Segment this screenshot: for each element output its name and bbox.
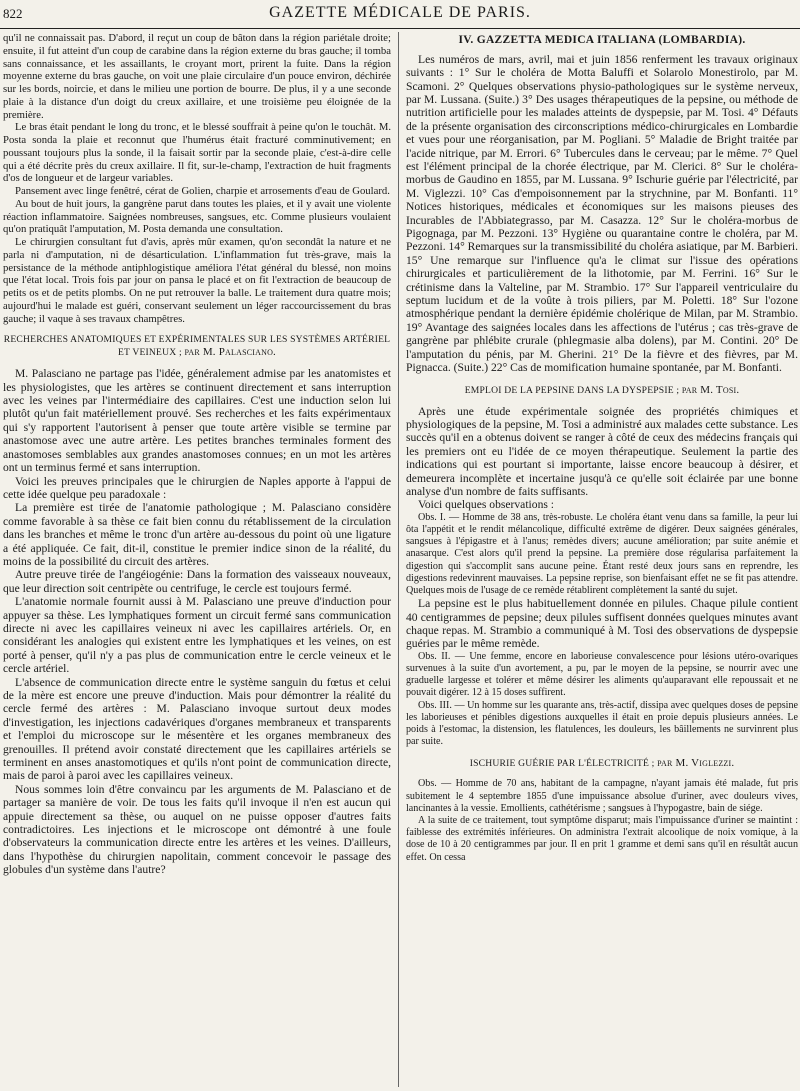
observation-1: Obs. I. — Homme de 38 ans, très-robuste. Le choléra étant venu dans sa famille, la peur lui ôta l'appétit et le rendit mélancolique, difficulté extrême de digérer. Deux saignées générales, sangsues à l'épigastre et à l'anus; remèdes divers; aucune amélioration; par suite anémie et anasarque. C'est alors qu'il prend la pepsine. La première dose régularisa parfaitement la digestion qui s'accomplit sans aucune peine. Étant resté deux jours sans en reprendre, les digestions redevinrent mauvaises. La pepsine reprise, son bienfaisant effet ne se fit pas attendre. Quelques mois de l'usage de ce remède rétablirent complètement la santé du sujet.: [406, 511, 798, 596]
case-paragraph: qu'il ne connaissait pas. D'abord, il reçut un coup de bâton dans la région pariétale droite; ensuite, il fut atteint d'un coup de carabine dans la région externe du bras gauche; il tomba sans connaissance, et les assaillants, le croyant mort, prirent la fuite. Dans la région moyenne externe du bras gauche, on voit une plaie circulaire d'un pouce environ, déchirée sur les bords, noircie, et dans le milieu une portion de bourre. De plus, il y a une seconde plaie à la distance d'un doigt du creux axillaire, et une troisième peu éloignée de la première.: [3, 32, 391, 121]
body-paragraph: Voici quelques observations :: [418, 498, 554, 512]
column-divider: [398, 32, 399, 1087]
page-number: 822: [3, 6, 23, 21]
section-title: RECHERCHES ANATOMIQUES ET EXPÉRIMENTALES SUR LES SYSTÈMES ARTÉRIEL ET VEINEUX ;: [3, 334, 391, 359]
body-paragraph: Nous sommes loin d'être convaincu par les arguments de M. Palasciano et de partager sa manière de voir. De tous les faits qu'il invoque il n'en est aucun qui appuie directement sa thèse, ou auquel on ne puisse opposer d'autres faits contradictoires. Les injections et le microscope ont démontré à une foule d'observateurs la communication directe entre les artères et les veines. D'ailleurs, dans l'hypothèse du chirurgien napolitain, comment concevoir le passage des globules d'un système dans l'autre?: [3, 782, 391, 877]
body-paragraph: A la suite de ce traitement, tout symptôme disparut; mais l'impuissance d'uriner se maintint : faiblesse des extrémités inférieures. On administra l'extrait alcoolique de noix vomique, à la dose de 10 à 20 centigrammes par jour. Il en prit 1 gramme et demi sans qu'il en résultât aucun effet. On cessa: [406, 815, 798, 863]
intro-paragraph: Les numéros de mars, avril, mai et juin 1856 renferment les travaux originaux suivants : 1° Sur le choléra de Motta Baluffi et Solarolo Monestirolo, par M. Scamoni. 2° Quelques observations physio-pathologiques sur le système nerveux, par M. Lussana. (Suite.) 3° Des usages thérapeutiques de la pepsine, ou méthode de nutrition artificielle pour les malades atteints de dyspepsie, par M. Tosi. 4° Défauts de la présente organisation des circonscriptions médico-chirurgicales en Lombardie et vues pour une réorganisation, par M. Pogliani. 5° Maladie de Bright traitée par l'acide nitrique, par M. Errori. 6° Tubercules dans le cerveau; par le même. 7° Quel est l'élément principal de la chorée électrique, par M. Clerici. 8° Sur le choléra-morbus de Gaudino en 1855, par M. Lussana. 9° Ischurie guérie par l'électricité, par M. Viglezzi. 10° Cas d'empoisonnement par la strychnine, par M. Bonfanti. 11° Notices historiques, médicales et économiques sur les maisons pieuses des Incurables de l'Abbiategrasso, par M. Casazza. 12° Sur le choléra-morbus de Pigognaga, par M. Pezzoni. 13° Hygiène ou quarantaine contre le choléra, par M. Pezzoni. 14° Remarques sur la transmissibilité du choléra asiatique, par M. Barbieri. 15° Une remarque sur l'influence qu'a le climat sur l'issue des opérations chirurgicales et particulièrement de la lithotomie, par M. Ferrini. 16° Sur le crétinisme dans la Valteline, par M. Strambio. 17° Sur l'appareil ventriculaire du septum lucidum et de la voûte à trois piliers, par M. Poletti. 18° Sur l'ozone atmosphérique pendant la dernière épidémie cholérique de Milan, par M. Strambio. 19° Avantage des saignées locales dans les affections de l'utérus ; cas très-grave de gangrène par phlébite crurale (phlegmasie alba dolens), par M. Contini. 20° De l'amputation du pénis, par M. Gherini. 21° De la fièvre et des fièvres, par M. Pignacca. (Suite.) 22° Cas de momification humaine spontanée, par M. Bonfanti.: [406, 52, 798, 375]
case-paragraph: Le bras était pendant le long du tronc, et le blessé souffrait à peine qu'on le touchât. M. Posta sonda la plaie et reconnut que l'humérus était fracturé comminutivement; en poussant toujours plus la sonde, il la faisait sortir par la seconde plaie, c'est-à-dire celle qui a été décrite près du creux axillaire. Il fit, sur-le-champ, l'extraction de huit fragments d'os de longueur et de largeur variables.: [3, 121, 391, 185]
section-title: EMPLOI DE LA PEPSINE DANS LA DYSPEPSIE ;: [464, 384, 680, 396]
body-paragraph: Voici les preuves principales que le chirurgien de Naples apporte à l'appui de cette idée quelque peu paradoxale :: [3, 474, 391, 501]
observation-3: Obs. III. — Un homme sur les quarante ans, très-actif, dissipa avec quelques doses de pepsine les laborieuses et pénibles digestions auxquelles il était en proie depuis plusieurs années. Le poids à l'estomac, la distension, les flatulences, les douleurs, les bâillements ne survinrent plus par suite.: [406, 699, 798, 748]
case-paragraph: Le chirurgien consultant fut d'avis, après mûr examen, qu'on secondât la nature et ne parla ni d'amputation, ni de désarticulation. L'inflammation fut très-grave, mais la persistance de la méthode antiphlogistique améliora l'état général du blessé, non moins que l'état local. Trois fois par jour on pansa le placé et on fit l'extraction de beaucoup de petits os et de petits plombs. On ne put retrouver la balle. Le traitement dura quatre mois; aujourd'hui le malade est guéri, conservant seulement un léger raccourcissement du bras gauche; il vaque à ses travaux champêtres.: [3, 236, 391, 325]
section-title: ISCHURIE GUÉRIE PAR L'ÉLECTRICITÉ ;: [469, 758, 655, 770]
observation-2: Obs. II. — Une femme, encore en laborieuse convalescence pour lésions utéro-ovariques survenues à la suite d'un avortement, a pu, par le moyen de la pepsine, se nourrir avec une graduelle largesse et tolérer et même désirer les aliments qu'auparavant elle repoussait et ne pouvait digérer. 12 à 15 doses suffirent.: [406, 650, 798, 699]
page-header: [0, 0, 800, 29]
case-paragraph: Au bout de huit jours, la gangrène parut dans toutes les plaies, et il y avait une violente réaction inflammatoire. Saignées nombreuses, sangsues, etc. Comme plusieurs voulaient qu'on pratiquât l'amputation, M. Posta demanda une consultation.: [3, 197, 391, 236]
body-paragraph: M. Palasciano ne partage pas l'idée, généralement admise par les anatomistes et les physiologistes, que les artères se continuent directement et sans interruption avec les veines par l'intermédiaire des capillaires. C'est une induction selon lui plutôt qu'un fait matériellement prouvé. Ses recherches et les faits expérimentaux qui s'y rapportent l'autorisent à penser que toute artère visible se termine par anastomose avec une autre artère. Les petites branches terminales forment des anastomoses semblables aux grandes anastomoses connues; en un mot les artères ont un terminus fermé et sans interruption.: [3, 367, 391, 475]
right-column: [406, 32, 798, 1087]
case-paragraph: Pansement avec linge fenêtré, cérat de Golien, charpie et arrosements d'eau de Goulard.: [15, 185, 390, 197]
body-paragraph: L'absence de communication directe entre le système sanguin du fœtus et celui de la mère est encore une preuve d'induction. Mais pour démontrer la réalité du cercle fermé des artères : M. Palasciano invoque surtout deux modes d'investigation, les injections cadavériques d'organes membraneux et transparents et l'emploi du microscope sur le mésentère et les organes membraneux des grenouilles. Il prétend avoir constaté directement que les capillaires artériels se terminent en anses anastomotiques et qu'ils n'ont point de communication directe, mais de paroi à paroi avec les capillaires veineux.: [3, 675, 391, 783]
section-heading-ischurie: [406, 757, 798, 770]
journal-title: GAZETTE MÉDICALE DE PARIS.: [269, 4, 531, 21]
section-author: par M. Tosi.: [681, 383, 740, 396]
body-paragraph: La première est tirée de l'anatomie pathologique ; M. Palasciano considère comme favorable à sa thèse ce fait bien connu du rétablissement de la circulation dans les branches et même le tronc d'un artère au-dessous du point où une ligature a été appliquée. Ce fait, dit-il, constitue le premier indice sinon de la réalité, du moins de la possibilité du circuit des artères.: [3, 501, 391, 568]
section-author: par M. Viglezzi.: [657, 757, 735, 770]
section-heading-palasciano: [3, 334, 391, 359]
pill-paragraph: La pepsine est le plus habituellement donnée en pilules. Chaque pilule contient 40 centigrammes de pepsine; deux pilules suffisent données quelques minutes avant chaque repas. M. Strambio a communiqué à M. Tosi des observations de dyspepsie guéries par le même remède.: [406, 597, 798, 651]
section-heading-pepsine: [406, 384, 798, 397]
section-author: par M. Palasciano.: [184, 346, 277, 359]
left-column: [3, 32, 391, 1087]
right-column-title: IV. GAZZETTA MEDICA ITALIANA (LOMBARDIA).: [458, 34, 746, 46]
body-paragraph: Obs. — Homme de 70 ans, habitant de la campagne, n'ayant jamais été malade, fut pris subitement le 4 septembre 1855 d'une impuissance absolue d'uriner, avec douleurs vives, lancinantes à la vessie. Emollients, cathétérisme ; sangsues à l'hypogastre, bain de siége.: [406, 778, 798, 814]
body-paragraph: Autre preuve tirée de l'angéiogénie: Dans la formation des vaisseaux nouveaux, que leur direction soit centripète ou centrifuge, le cercle est toujours fermé.: [3, 568, 391, 595]
body-paragraph: Après une étude expérimentale soignée des propriétés chimiques et physiologiques de la pepsine, M. Tosi a administré aux malades cette substance. Les succès qu'il en a obtenus doivent se ranger à côté de ceux des médecins français qui les premiers ont eu l'idée de ce moyen thérapeutique. Seulement la partie des indications qui est pourtant si importante, laisse encore beaucoup à désirer, et demeurera incomplète et incertaine jusqu'à ce qu'elle soit éclairée par une bonne analyse d'un nombre de faits suffisants.: [406, 404, 798, 498]
body-paragraph: L'anatomie normale fournit aussi à M. Palasciano une preuve d'induction pour appuyer sa thèse. Les lymphatiques forment un circuit fermé sans communication directe ni avec les capillaires veineux ni avec les capillaires artériels. Or, en considérant les analogies qui existent entre les lymphatiques et les veines, on est porté à penser, qu'il n'y a pas plus de communication entre le cercle veineux et le cercle artériel.: [3, 595, 391, 676]
